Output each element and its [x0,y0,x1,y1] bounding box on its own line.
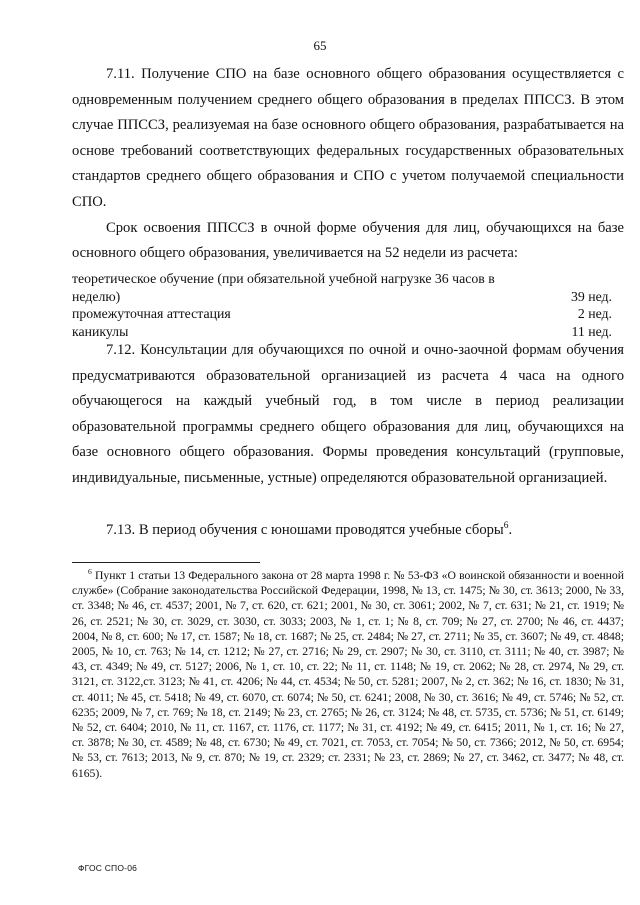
footnote [72,568,624,781]
section-7-11 [72,62,624,267]
section-7-12 [72,338,624,492]
study-schedule [72,270,612,340]
schedule-label: каникулы [72,323,129,339]
schedule-label: теоретическое обучение (при обязательной учебной нагрузке 36 часов в [72,271,495,286]
section-7-13 [72,518,624,544]
schedule-value: 2 нед. [577,306,612,321]
paragraph-7-11: 7.11. Получение СПО на базе основного общего образования осуществляется с одновременным получением среднего общего образования в пределах ППССЗ. В этом случае ППССЗ, реализуемая на базе основного общего образования, разрабатывается на основе требований соответствующих федеральных государственных образовательных стандартов среднего общего образования и СПО с учетом получаемой специальности СПО. [72,66,624,210]
footnote-mark: 6 [88,567,92,577]
schedule-value: 39 нед. [570,288,612,304]
paragraph-7-13-text: 7.13. В период обучения с юношами проводятся учебные сборы [106,522,504,538]
paragraph-duration: Срок освоения ППССЗ в очной форме обучения для лиц, обучающихся на базе основного общего образования, увеличивается на 52 недели из расчета: [72,219,624,262]
paragraph-7-13-end: . [508,522,513,538]
schedule-label: неделю) [72,288,121,304]
footnote-reference[interactable]: 6 [503,521,509,532]
paragraph-7-12: 7.12. Консультации для обучающихся по очной и очно-заочной формам обучения предусматриваются образовательной организацией из расчета 4 часа на одного обучающегося на каждый учебный год, в том числе в период реализации образовательной программы среднего общего образования для лиц, обучающихся на базе основного общего образования. Формы проведения консультаций (групповые, индивидуальные, письменные, устные) определяются образовательной организацией. [72,342,624,486]
footnote-text: Пункт 1 статьи 13 Федерального закона от 28 марта 1998 г. № 53-ФЗ «О воинской обязанности и военной службе» (Собрание законодательства Российской Федерации, 1998, № 13, ст. 1475; № 30, ст. 3613; 2000, № 33, ст. 3348; № 46, ст. 4537; 2001, № 7, ст. 620, ст. 621; 2001, № 30, ст. 3061; 2002, № 7, ст. 631; № 21, ст. 1919; № 26, ст. 2521; № 30, ст. 3029, ст. 3030, ст. 3033; 2003, № 1, ст. 1; № 8, ст. 709; № 27, ст. 2700; № 46, ст. 4437; 2004, № 8, ст. 600; № 17, ст. 1587; № 18, ст. 1687; № 25, ст. 2484; № 27, ст. 2711; № 35, ст. 3607; № 49, ст. 4848; 2005, № 10, ст. 763; № 14, ст. 1212; № 27, ст. 2716; № 29, ст. 2907; № 30, ст. 3110, ст. 3111; № 40, ст. 3987; № 43, ст. 4349; № 49, ст. 5127; 2006, № 1, ст. 10, ст. 22; № 11, ст. 1148; № 19, ст. 2062; № 28, ст. 2974, № 29, ст. 3121, ст. 3122,ст. 3123; № 41, ст. 4206; № 44, ст. 4534; № 50, ст. 5281; 2007, № 2, ст. 362; № 16, ст. 1830; № 31, ст. 4011; № 45, ст. 5418; № 49, ст. 6070, ст. 6074; № 50, ст. 6241; 2008, № 30, ст. 3616; № 49, ст. 5746; № 52, ст. 6235; 2009, № 7, ст. 769; № 18, ст. 2149; № 23, ст. 2765; № 26, ст. 3124; № 48, ст. 5735, ст. 5736; № 51, ст. 6149; № 52, ст. 6404; 2010, № 11, ст. 1167, ст. 1176, ст. 1177; № 31, ст. 4192; № 49, ст. 6415; 2011, № 1, ст. 16; № 27, ст. 3878; № 30, ст. 4589; № 48, ст. 6730; № 49, ст. 7021, ст. 7053, ст. 7054; № 50, ст. 7366; 2012, № 50, ст. 6954; № 53, ст. 7613; 2013, № 9, ст. 870; № 19, ст. 2329; ст. 2331; № 23, ст. 2869; № 27, ст. 3462, ст. 3477; № 48, ст. 6165). [72,569,624,780]
page-number: 65 [313,38,327,53]
schedule-label: промежуточная аттестация [72,306,231,321]
schedule-row [72,305,612,323]
paragraph-7-13 [72,518,624,544]
schedule-row [72,288,612,306]
schedule-row [72,270,612,288]
schedule-value: 11 нед. [571,323,612,339]
page-footer: ФГОС СПО-06 [78,863,138,873]
footnote-divider [72,562,260,563]
